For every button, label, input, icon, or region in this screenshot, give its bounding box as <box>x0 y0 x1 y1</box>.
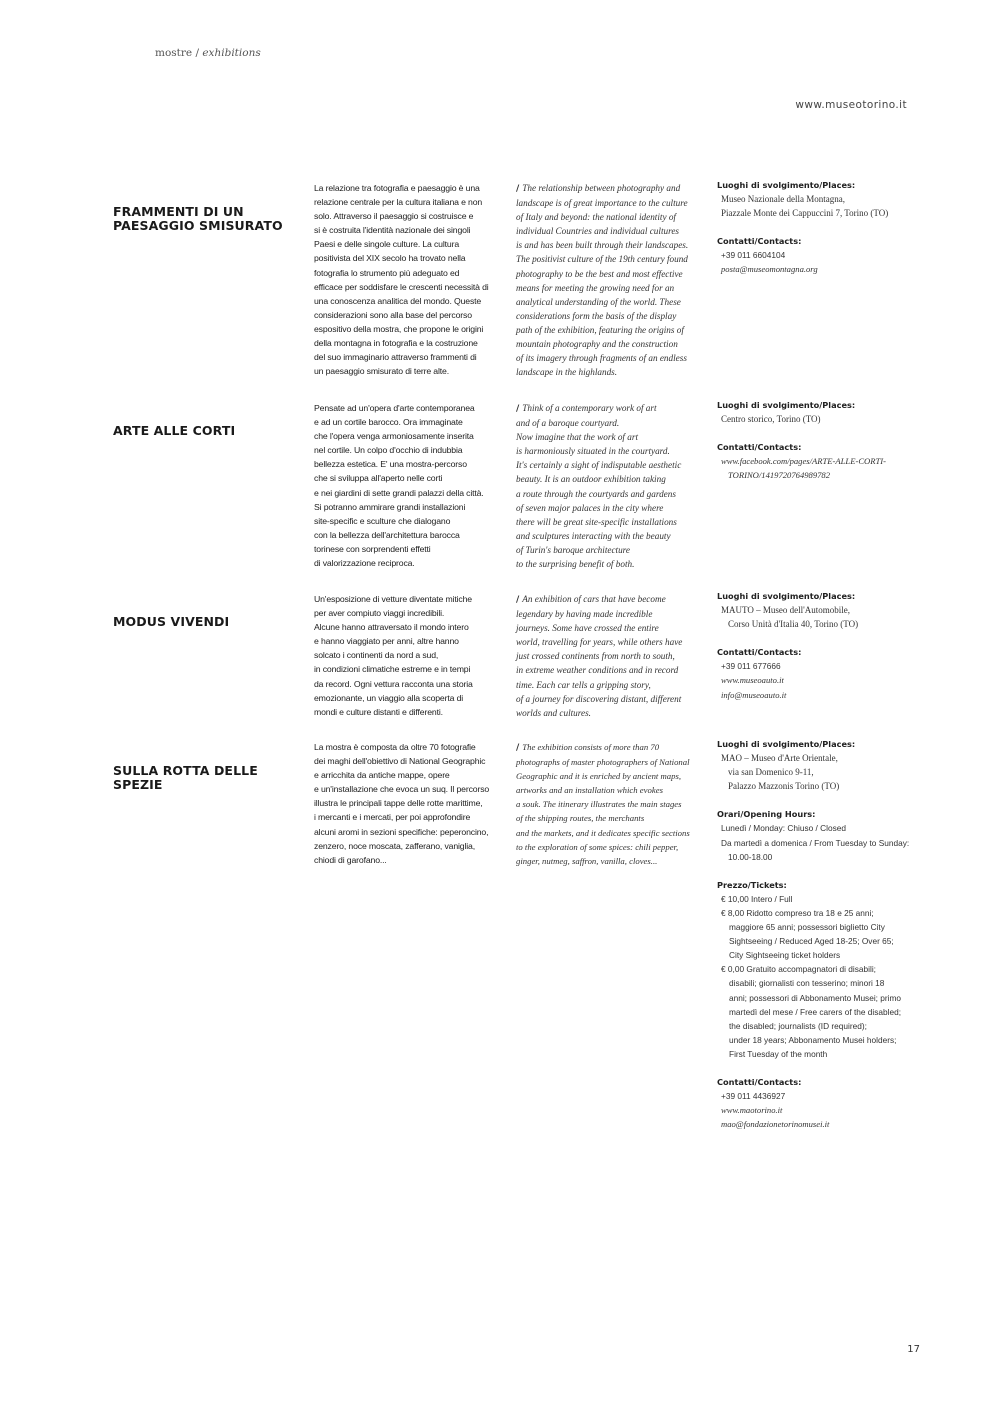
it-line: una conoscenza analitica del mondo. Queste <box>314 295 482 306</box>
page-number: 17 <box>907 1344 920 1355</box>
en-line: photography to be the best and most effective <box>516 268 683 279</box>
en-line: individual Countries and individual cultures <box>516 226 679 237</box>
title-line: MODUS VIVENDI <box>113 614 230 629</box>
exhibition-title <box>113 424 308 438</box>
it-line: fotografia lo strumento più adeguato ed <box>314 267 460 278</box>
title-line: SULLA ROTTA DELLE SPEZIE <box>113 763 258 792</box>
en-line: of seven major palaces in the city where <box>516 502 664 513</box>
it-line: bellezza estetica. E' una mostra-percorso <box>314 459 467 470</box>
it-line: Si potranno ammirare grandi installazioni <box>314 501 466 512</box>
places-label: Luoghi di svolgimento/Places: <box>717 400 856 410</box>
it-line: della montagna in fotografia e la costruzione <box>314 338 478 349</box>
it-line: con la bellezza dell'architettura barocca <box>314 529 460 540</box>
en-line: It's certainly a sight of indisputable aesthetic <box>516 460 682 471</box>
en-line: landscape in the highlands. <box>516 367 618 378</box>
hours-line: Lunedì / Monday: Chiuso / Closed <box>721 823 846 834</box>
ticket-line: Sightseeing / Reduced Aged 18-25; Over 65; <box>729 936 894 947</box>
en-line: and sculptures interacting with the beauty <box>516 530 671 541</box>
place-line: via san Domenico 9-11, <box>728 767 814 778</box>
ticket-line: the disabled; journalists (ID required); <box>729 1020 867 1031</box>
english-description <box>516 401 708 571</box>
en-line: means for meeting the growing need for an <box>516 282 675 293</box>
place-line: Centro storico, Torino (TO) <box>721 414 821 425</box>
hours-label: Orari/Opening Hours: <box>717 809 816 820</box>
english-description <box>516 181 708 379</box>
info-panel <box>717 737 927 1131</box>
it-line: e ad un cortile barocco. Ora immaginate <box>314 417 463 428</box>
it-line: in condizioni climatiche estreme e in tempi <box>314 664 471 675</box>
it-line: alcuni aromi in sezioni specifiche: peperoncino, <box>314 826 489 837</box>
exhibition-title <box>113 764 308 792</box>
website-url[interactable]: www.museotorino.it <box>795 99 907 111</box>
it-line: e nei giardini di sette grandi palazzi della città. <box>314 487 484 498</box>
it-line: da record. Ogni vettura racconta una storia <box>314 678 473 689</box>
facebook-link[interactable]: www.facebook.com/pages/ARTE-ALLE-CORTI- <box>721 456 887 467</box>
english-description <box>516 740 708 868</box>
it-line: relazione centrale per la cultura italiana e non <box>314 197 483 208</box>
it-line: Alcune hanno attraversato il mondo intero <box>314 622 469 633</box>
en-line: mountain photography and the construction <box>516 339 678 350</box>
places-label: Luoghi di svolgimento/Places: <box>717 591 856 601</box>
ticket-line: € 10,00 Intero / Full <box>721 893 793 904</box>
italian-description <box>314 592 506 719</box>
it-line: e hanno viaggiato per anni, altre hanno <box>314 636 459 647</box>
slash-mark: / <box>516 404 520 414</box>
contacts-label: Contatti/Contacts: <box>717 647 802 658</box>
it-line: zenzero, noce moscata, zafferano, vaniglia, <box>314 840 475 851</box>
italian-description <box>314 740 506 867</box>
it-line: che l'opera venga armoniosamente inserita <box>314 431 474 442</box>
slash-mark: / <box>516 595 520 605</box>
en-line: is and has been built through their landscapes. <box>516 240 689 251</box>
it-line: solo. Attraverso il paesaggio si costruisce e <box>314 211 474 222</box>
section-label <box>155 47 261 59</box>
place-line: MAO – Museo d'Arte Orientale, <box>721 753 838 764</box>
hours-line: 10.00-18.00 <box>728 851 773 862</box>
email-link[interactable]: posta@museomontagna.org <box>721 264 818 275</box>
it-line: Un'esposizione di vetture diventate mitiche <box>314 594 472 604</box>
italian-description <box>314 181 506 378</box>
it-line: che si sviluppa all'aperto nelle corti <box>314 473 443 484</box>
it-line: torinese con sorprendenti effetti <box>314 543 431 554</box>
place-line: Piazzale Monte dei Cappuccini 7, Torino (TO) <box>721 208 889 219</box>
en-line: time. Each car tells a gripping story, <box>516 679 651 690</box>
en-line: just crossed continents from north to south, <box>516 651 675 662</box>
website-link[interactable]: www.maotorino.it <box>721 1105 783 1116</box>
it-line: La mostra è composta da oltre 70 fotografie <box>314 742 476 752</box>
it-line: La relazione tra fotografia e paesaggio è una <box>314 183 480 193</box>
phone-number[interactable]: +39 011 677666 <box>721 661 781 672</box>
en-line: The positivist culture of the 19th century found <box>516 254 688 265</box>
it-line: positivista del XIX secolo ha trovato nella <box>314 253 466 264</box>
en-line: beauty. It is an outdoor exhibition taking <box>516 474 666 485</box>
en-line: of its imagery through fragments of an endless <box>516 353 687 364</box>
en-line: to the surprising benefit of both. <box>516 559 635 570</box>
hours-line: Da martedì a domenica / From Tuesday to Sunday: <box>721 837 910 848</box>
ticket-line: € 8,00 Ridotto compreso tra 18 e 25 anni; <box>721 907 874 918</box>
en-line: a route through the courtyards and gardens <box>516 488 676 499</box>
en-line: legendary by having made incredible <box>516 609 653 620</box>
it-line: Pensate ad un'opera d'arte contemporanea <box>314 403 475 413</box>
en-line: considerations form the basis of the display <box>516 310 677 321</box>
it-line: di valorizzazione reciproca. <box>314 558 415 569</box>
it-line: solcato i continenti da nord a sud, <box>314 650 439 661</box>
en-line: path of the exhibition, featuring the origins of <box>516 324 684 335</box>
title-line: ARTE ALLE CORTI <box>113 423 236 438</box>
en-line: landscape is of great importance to the culture <box>516 198 688 209</box>
slash-mark: / <box>516 743 520 753</box>
en-line: ginger, nutmeg, saffron, vanilla, cloves... <box>516 855 658 866</box>
en-line: to the exploration of some spices: chili pepper, <box>516 841 679 852</box>
info-panel <box>717 178 927 277</box>
ticket-line: € 0,00 Gratuito accompagnatori di disabili; <box>721 964 876 975</box>
ticket-line: City Sightseeing ticket holders <box>729 950 841 961</box>
it-line: site-specific e sculture che dialogano <box>314 515 451 526</box>
exhibition-title <box>113 615 308 629</box>
section-label-prefix: mostre / <box>155 47 203 59</box>
contacts-label: Contatti/Contacts: <box>717 442 802 453</box>
en-line: and of a baroque courtyard. <box>516 418 620 429</box>
en-line: of Turin's baroque architecture <box>516 544 630 555</box>
exhibition-title <box>113 205 308 233</box>
en-line: there will be great site-specific installations <box>516 516 677 527</box>
tickets-label: Prezzo/Tickets: <box>717 879 787 890</box>
it-line: un paesaggio smisurato di terre alte. <box>314 366 449 377</box>
info-panel <box>717 398 927 482</box>
ticket-line: maggiore 65 anni; possessori biglietto City <box>729 922 885 933</box>
ticket-line: First Tuesday of the month <box>729 1048 828 1059</box>
place-line: MAUTO – Museo dell'Automobile, <box>721 605 850 616</box>
it-line: si è costruita l'identità nazionale dei singoli <box>314 225 471 236</box>
email-link[interactable]: info@museoauto.it <box>721 689 787 700</box>
it-line: nel cortile. Un colpo d'occhio di indubbia <box>314 445 463 456</box>
en-line: The relationship between photography and <box>522 183 681 193</box>
phone-number[interactable]: +39 011 4436927 <box>721 1091 786 1102</box>
it-line: e arricchita da antiche mappe, opere <box>314 770 450 781</box>
en-line: in extreme weather conditions and in record <box>516 665 679 676</box>
it-line: espositivo della mostra, che propone le origini <box>314 323 484 334</box>
en-line: Geographic and it is enriched by ancient maps, <box>516 771 682 782</box>
place-line: Corso Unità d'Italia 40, Torino (TO) <box>728 619 859 630</box>
it-line: chiodi di garofano... <box>314 854 387 865</box>
en-line: of a journey for discovering distant, different <box>516 693 682 704</box>
it-line: per aver compiuto viaggi incredibili. <box>314 608 445 619</box>
en-line: analytical understanding of the world. These <box>516 296 681 307</box>
email-link[interactable]: mao@fondazionetorinomusei.it <box>721 1119 830 1130</box>
it-line: mondi e culture distanti e differenti. <box>314 706 443 717</box>
ticket-line: under 18 years; Abbonamento Musei holders; <box>729 1034 897 1045</box>
it-line: emozionante, un viaggio alla scoperta di <box>314 692 464 703</box>
it-line: dei maghi dell'obiettivo di National Geographic <box>314 756 486 767</box>
en-line: world, travelling for years, while others have <box>516 637 683 648</box>
places-label: Luoghi di svolgimento/Places: <box>717 180 856 190</box>
ticket-line: martedì del mese / Free carers of the disabled; <box>729 1006 902 1017</box>
it-line: efficace per soddisfare le crescenti necessità di <box>314 281 489 292</box>
places-label: Luoghi di svolgimento/Places: <box>717 739 856 749</box>
en-line: photographs of master photographers of National <box>516 757 690 768</box>
place-line: Palazzo Mazzonis Torino (TO) <box>728 781 840 792</box>
place-line: Museo Nazionale della Montagna, <box>721 194 845 205</box>
section-label-italic: exhibitions <box>202 47 261 59</box>
it-line: Paesi e delle singole culture. La cultura <box>314 239 460 250</box>
en-line: Think of a contemporary work of art <box>522 403 657 413</box>
title-line: PAESAGGIO SMISURATO <box>113 218 283 233</box>
en-line: of Italy and beyond: the national identity of <box>516 212 676 223</box>
website-link[interactable]: www.museoauto.it <box>721 675 784 686</box>
title-line: FRAMMENTI DI UN <box>113 204 244 219</box>
italian-description <box>314 401 506 570</box>
en-line: journeys. Some have crossed the entire <box>516 623 659 634</box>
en-line: The exhibition consists of more than 70 <box>522 742 660 752</box>
english-description <box>516 592 708 720</box>
ticket-line: disabili; giornalisti con tesserino; minori 18 <box>729 978 885 989</box>
it-line: illustra le principali tappe delle rotte marittime, <box>314 798 483 809</box>
phone-number[interactable]: +39 011 6604104 <box>721 250 786 261</box>
it-line: e un'installazione che evoca un suq. Il percorso <box>314 784 490 795</box>
slash-mark: / <box>516 184 520 194</box>
contacts-label: Contatti/Contacts: <box>717 1076 802 1087</box>
it-line: considerazioni sono alla base del percorso <box>314 309 472 320</box>
en-line: and the markets, and it dedicates specific sections <box>516 827 690 838</box>
en-line: An exhibition of cars that have become <box>522 594 666 604</box>
ticket-line: anni; possessori di Abbonamento Musei; primo <box>729 992 902 1003</box>
it-line: del suo immaginario attraverso frammenti di <box>314 352 477 363</box>
en-line: artworks and an installation which evokes <box>516 785 663 796</box>
en-line: a souk. The itinerary illustrates the main stages <box>516 799 682 810</box>
info-panel <box>717 589 927 702</box>
en-line: is harmoniously situated in the courtyard. <box>516 446 670 457</box>
en-line: Now imagine that the work of art <box>516 432 638 443</box>
contacts-label: Contatti/Contacts: <box>717 236 802 247</box>
en-line: of the shipping routes, the merchants <box>516 813 645 824</box>
facebook-link-cont[interactable]: TORINO/1419720764989782 <box>728 470 831 481</box>
en-line: worlds and cultures. <box>516 707 591 718</box>
it-line: i mercanti e i mercati, per poi approfondire <box>314 812 471 823</box>
